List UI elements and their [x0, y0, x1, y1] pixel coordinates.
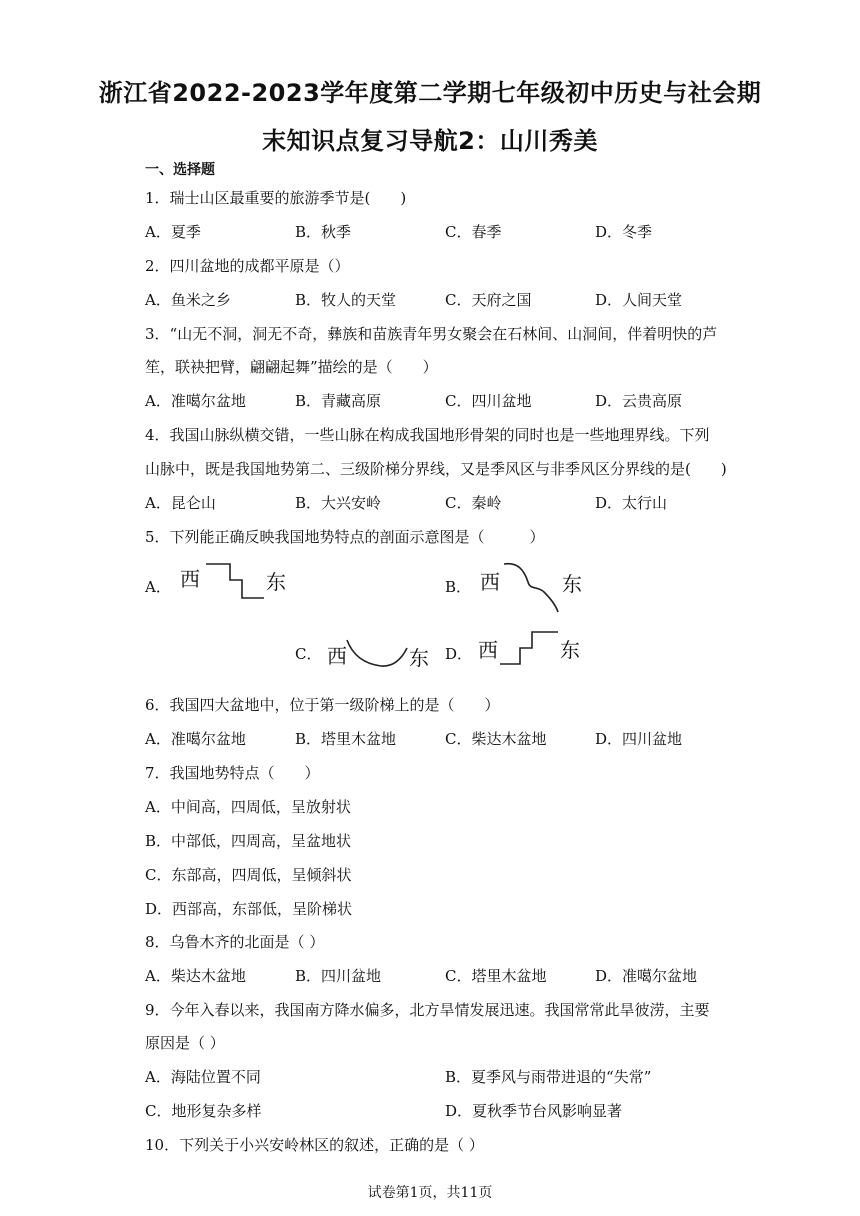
q7-option-a: A．中间高，四周低，呈放射状 — [145, 798, 351, 816]
q7-option-b: B．中部低，四周高，呈盆地状 — [145, 832, 352, 850]
q2-option-b: B．牧人的天堂 — [295, 291, 397, 309]
exam-title-line-1: 浙江省2022-2023学年度第二学期七年级初中历史与社会期 — [98, 79, 762, 107]
q3-option-c: C．四川盆地 — [445, 392, 532, 410]
q1-option-c: C．春季 — [445, 223, 502, 241]
page-footer: 试卷第1页，共11页 — [367, 1185, 493, 1201]
east-label: 东 — [266, 570, 286, 594]
q6-option-c: C．柴达木盆地 — [445, 730, 547, 748]
q6-option-a: A．准噶尔盆地 — [145, 730, 246, 748]
question-9-stem-line-1: 9．今年入春以来，我国南方降水偏多，北方旱情发展迅速。我国常常此旱彼涝，主要 — [145, 1001, 710, 1019]
q3-option-b: B．青藏高原 — [295, 392, 382, 410]
east-label: 东 — [560, 638, 580, 662]
west-label: 西 — [478, 638, 498, 662]
question-5-stem: 5．下列能正确反映我国地势特点的剖面示意图是（ ） — [145, 528, 545, 546]
q5-option-c: C． — [295, 645, 322, 663]
profile-line-c — [325, 626, 435, 676]
west-label: 西 — [327, 644, 347, 668]
profile-line-b — [478, 560, 588, 620]
q1-option-d: D．冬季 — [595, 223, 653, 241]
q1-option-b: B．秋季 — [295, 223, 352, 241]
q6-option-b: B．塔里木盆地 — [295, 730, 397, 748]
question-2-stem: 2．四川盆地的成都平原是（） — [145, 257, 350, 275]
q2-option-d: D．人间天堂 — [595, 291, 683, 309]
q8-option-d: D．准噶尔盆地 — [595, 967, 698, 985]
question-3-stem-line-1: 3．“山无不洞，洞无不奇，彝族和苗族青年男女聚会在石林间、山洞间，伴着明快的芦 — [145, 325, 718, 343]
q8-option-b: B．四川盆地 — [295, 967, 382, 985]
profile-line-d — [476, 626, 586, 676]
q3-option-d: D．云贵高原 — [595, 392, 683, 410]
q5-option-b: B． — [445, 578, 472, 596]
q4-option-d: D．太行山 — [595, 494, 668, 512]
question-1-stem: 1．瑞士山区最重要的旅游季节是( ) — [145, 189, 407, 207]
east-label: 东 — [562, 572, 582, 596]
question-10-stem: 10．下列关于小兴安岭林区的叙述，正确的是（ ） — [145, 1136, 484, 1154]
west-label: 西 — [480, 570, 500, 594]
section-heading: 一、选择题 — [145, 162, 215, 178]
q2-option-a: A．鱼米之乡 — [145, 291, 231, 309]
q7-option-d: D．西部高，东部低，呈阶梯状 — [145, 900, 353, 918]
q8-option-a: A．柴达木盆地 — [145, 967, 246, 985]
q3-option-a: A．准噶尔盆地 — [145, 392, 246, 410]
question-4-stem-line-1: 4．我国山脉纵横交错，一些山脉在构成我国地形骨架的同时也是一些地理界线。下列 — [145, 426, 710, 444]
q2-option-c: C．天府之国 — [445, 291, 532, 309]
q6-option-d: D．四川盆地 — [595, 730, 683, 748]
q7-option-c: C．东部高，四周低，呈倾斜状 — [145, 866, 352, 884]
question-6-stem: 6．我国四大盆地中，位于第一级阶梯上的是（ ） — [145, 696, 500, 714]
q9-option-d: D．夏秋季节台风影响显著 — [445, 1102, 623, 1120]
question-9-stem-line-2: 原因是（ ） — [145, 1034, 225, 1052]
question-3-stem-line-2: 笙，联袂把臂，翩翩起舞”描绘的是（ ） — [145, 358, 438, 376]
q8-option-c: C．塔里木盆地 — [445, 967, 547, 985]
question-7-stem: 7．我国地势特点（ ） — [145, 764, 320, 782]
q9-option-a: A．海陆位置不同 — [145, 1068, 261, 1086]
east-label: 东 — [409, 646, 429, 670]
q5-option-d: D． — [445, 645, 473, 663]
west-label: 西 — [180, 567, 200, 591]
profile-line-a — [178, 560, 288, 610]
q1-option-a: A．夏季 — [145, 223, 201, 241]
q9-option-c: C．地形复杂多样 — [145, 1102, 262, 1120]
question-8-stem: 8．乌鲁木齐的北面是（ ） — [145, 933, 325, 951]
q4-option-a: A．昆仑山 — [145, 494, 216, 512]
q4-option-c: C．秦岭 — [445, 494, 502, 512]
question-4-stem-line-2: 山脉中，既是我国地势第二、三级阶梯分界线，又是季风区与非季风区分界线的是( ) — [145, 460, 727, 478]
q4-option-b: B．大兴安岭 — [295, 494, 382, 512]
q5-option-a: A． — [145, 578, 171, 596]
q9-option-b: B．夏季风与雨带进退的“失常” — [445, 1068, 652, 1086]
exam-title-line-2: 末知识点复习导航2：山川秀美 — [262, 127, 598, 155]
